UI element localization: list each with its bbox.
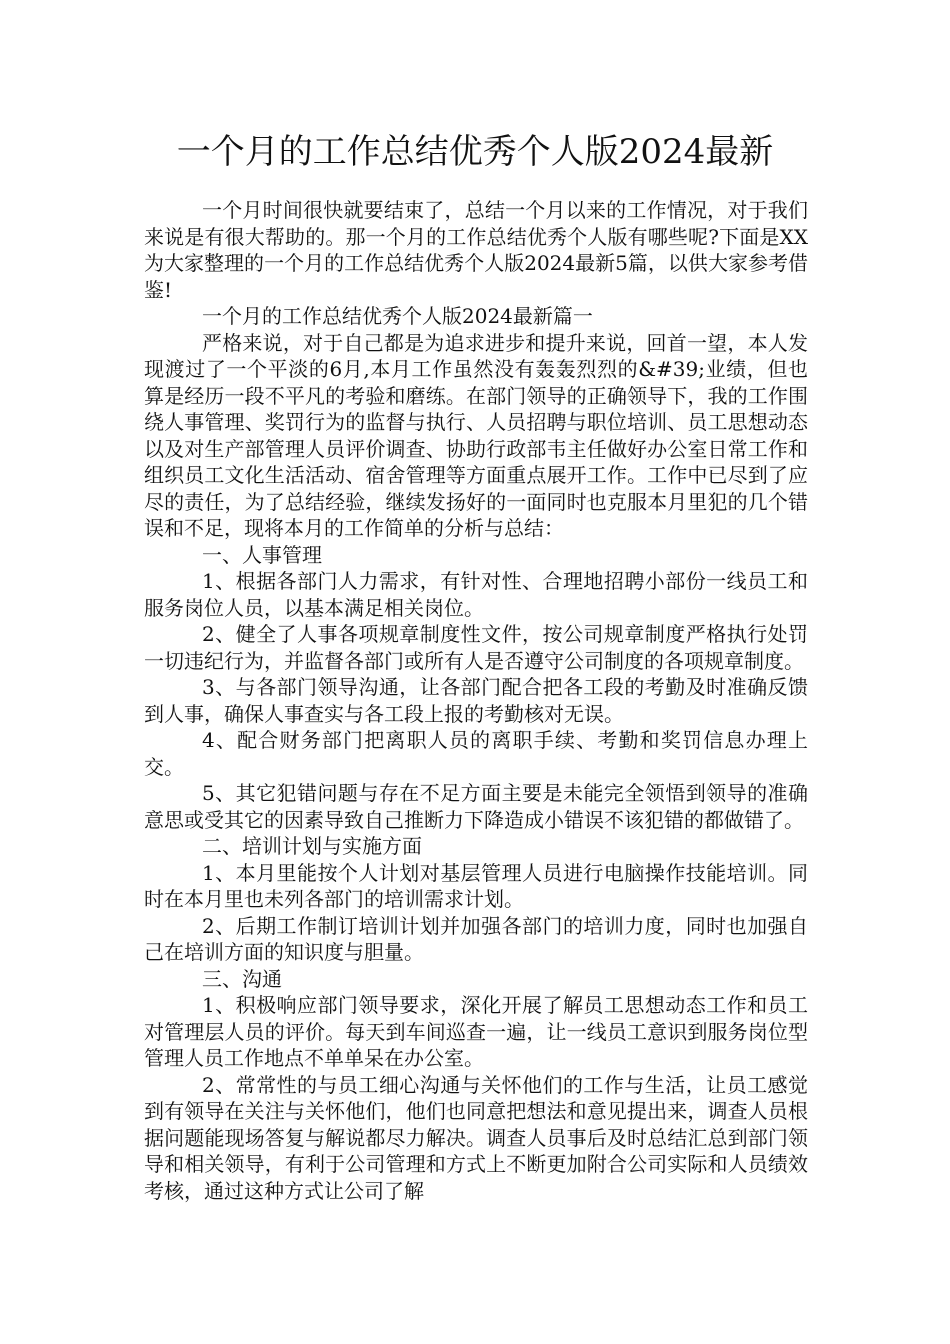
personnel-item-5: 5、其它犯错问题与存在不足方面主要是未能完全领悟到领导的准确意思或受其它的因素导致自己推断力下降造成小错误不该犯错的都做错了。 (144, 781, 808, 832)
document-body (144, 197, 808, 1204)
training-item-1: 1、本月里能按个人计划对基层管理人员进行电脑操作技能培训。同时在本月里也未列各部门的培训需求计划。 (144, 860, 808, 911)
intro-paragraph: 一个月时间很快就要结束了，总结一个月以来的工作情况，对于我们来说是有很大帮助的。那一个月的工作总结优秀个人版有哪些呢?下面是XX为大家整理的一个月的工作总结优秀个人版2024最新5篇，以供大家参考借鉴! (144, 198, 808, 302)
personnel-item-1: 1、根据各部门人力需求，有针对性、合理地招聘小部份一线员工和服务岗位人员，以基本满足相关岗位。 (144, 569, 808, 620)
heading-personnel-management: 一、人事管理 (202, 542, 322, 567)
heading-training: 二、培训计划与实施方面 (202, 834, 422, 858)
communication-item-2: 2、常常性的与员工细心沟通与关怀他们的工作与生活，让员工感觉到有领导在关注与关怀他们，他们也同意把想法和意见提出来，调查人员根据问题能现场答复与解说都尽力解决。调查人员事后及时总结汇总到部门领导和相关领导，有利于公司管理和方式上不断更加附合公司实际和人员绩效考核，通过这种方式让公司了解 (144, 1072, 808, 1203)
personnel-item-2: 2、健全了人事各项规章制度性文件，按公司规章制度严格执行处罚一切违纪行为，并监督各部门或所有人是否遵守公司制度的各项规章制度。 (144, 622, 808, 673)
personnel-item-3: 3、与各部门领导沟通，让各部门配合把各工段的考勤及时准确反馈到人事，确保人事查实与各工段上报的考勤核对无误。 (144, 675, 808, 726)
communication-item-1: 1、积极响应部门领导要求，深化开展了解员工思想动态工作和员工对管理层人员的评价。每天到车间巡查一遍，让一线员工意识到服务岗位型管理人员工作地点不单单呆在办公室。 (144, 993, 808, 1070)
overview-paragraph: 严格来说，对于自己都是为追求进步和提升来说，回首一望，本人发现渡过了一个平淡的6月,本月工作虽然没有轰轰烈烈的&#39;业绩，但也算是经历一段不平凡的考验和磨练。在部门领导的正确领导下，我的工作围绕人事管理、奖罚行为的监督与执行、人员招聘与职位培训、员工思想动态以及对生产部管理人员评价调查、协助行政部韦主任做好办公室日常工作和组织员工文化生活活动、宿舍管理等方面重点展开工作。工作中已尽到了应尽的责任，为了总结经验，继续发扬好的一面同时也克服本月里犯的几个错误和不足，现将本月的工作简单的分析与总结： (144, 330, 808, 540)
section-heading-part-one: 一个月的工作总结优秀个人版2024最新篇一 (202, 304, 593, 328)
heading-communication: 三、沟通 (202, 966, 282, 991)
training-item-2: 2、后期工作制订培训计划并加强各部门的培训力度，同时也加强自己在培训方面的知识度与胆量。 (144, 913, 808, 964)
document-title: 一个月的工作总结优秀个人版2024最新 (176, 132, 774, 172)
personnel-item-4: 4、配合财务部门把离职人员的离职手续、考勤和奖罚信息办理上交。 (144, 728, 808, 779)
